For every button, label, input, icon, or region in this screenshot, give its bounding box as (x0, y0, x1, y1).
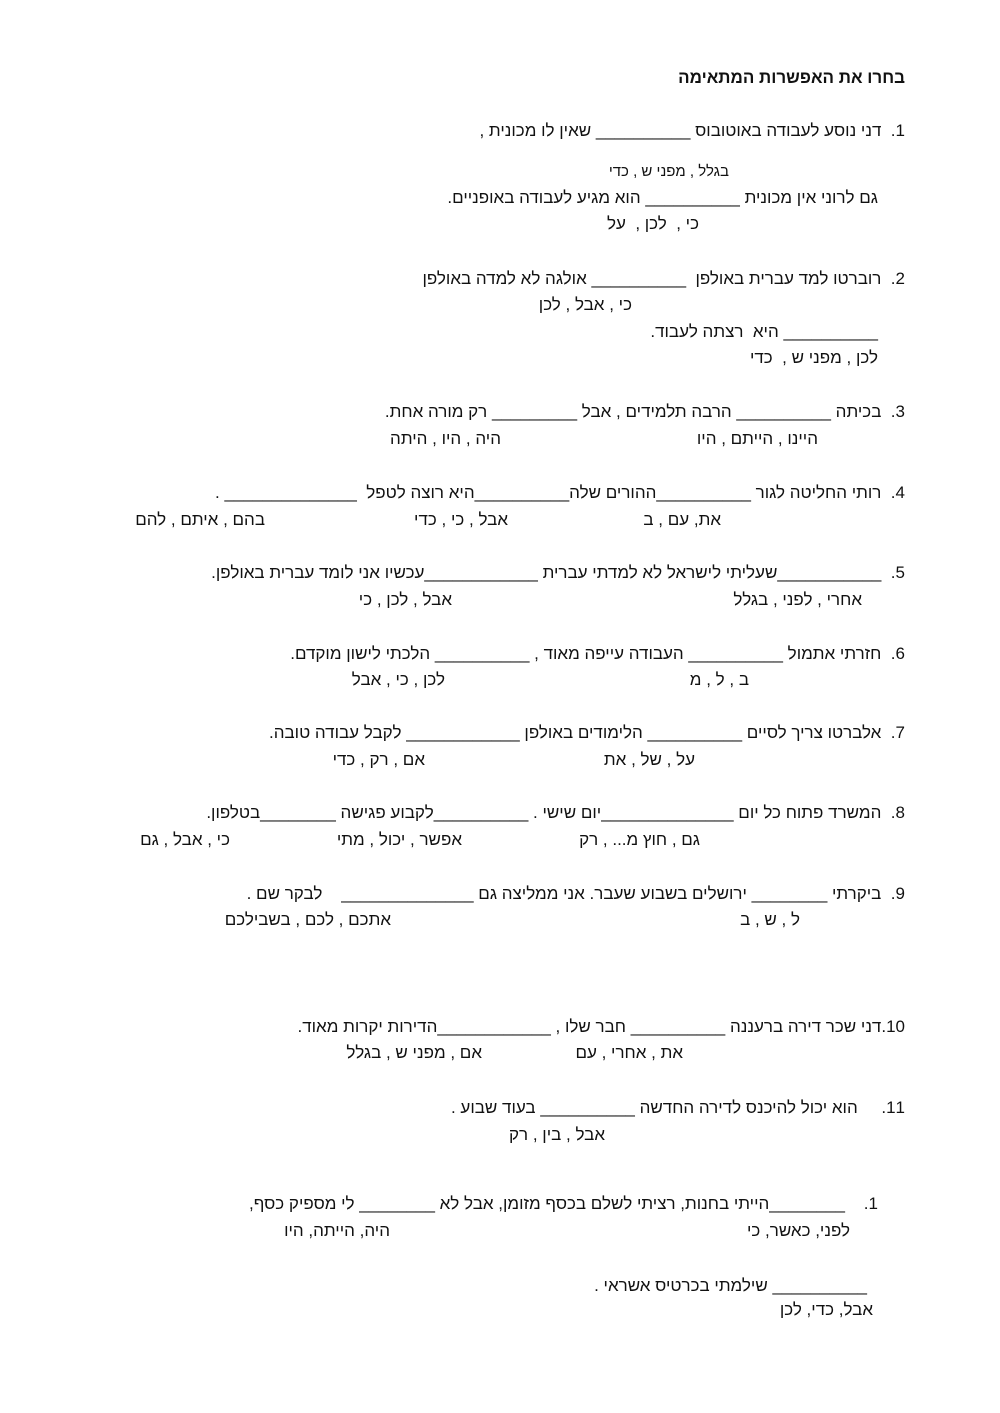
extra-question-line-2: __________ שילמתי בכרטיס אשראי . (594, 1276, 867, 1295)
question-3-line: 3. בכיתה __________ הרבה תלמידים , אבל _________ רק מורה אחת. (384, 402, 905, 421)
question-5-line: 5. ___________שעליתי לישראל לא למדתי עברית ____________עכשיו אני לומד עברית באולפן. (211, 563, 905, 582)
extra-question-options-b: היה, הייתה, היו (284, 1221, 390, 1240)
question-11-options: אבל , בין , רק (509, 1125, 605, 1144)
extra-question-options-2: אבל, כדי, לכן (779, 1300, 873, 1319)
question-5-options-a: אחרי , לפני , בגלל (733, 590, 862, 609)
question-6-options-a: ב , ל , מ (689, 670, 749, 689)
question-8-options-b: אפשר , יכול , מתי (336, 830, 462, 849)
question-7-options-a: על , של , את (603, 750, 695, 769)
question-9-options-a: ל , ש , ב (740, 910, 800, 929)
question-10-line: 10.דני שכר דירה ברעננה __________ חבר שלו , ____________הדירות יקרות מאוד. (297, 1017, 905, 1036)
question-7-line: 7. אלברטו צריך לסיים __________ הלימודים באולפן ____________ לקבל עבודה טובה. (269, 723, 905, 742)
question-3-options-b: היה , היו , היתה (390, 429, 501, 448)
question-1-line-2: גם לרוני אין מכונית __________ הוא מגיע לעבודה באופניים. (447, 188, 878, 207)
question-8-options-a: גם , חוץ מ... , רק (579, 830, 700, 849)
question-9-options-b: אתכם , לכם , בשבילכם (224, 910, 391, 929)
question-9-line: 9. ביקרתי ________ ירושלים בשבוע שעבר. אני ממליצה גם ______________ לבקר שם . (246, 884, 905, 903)
question-7-options-b: אם , רק , כדי (332, 750, 425, 769)
question-5-options-b: אבל , לכן , כי (358, 590, 452, 609)
question-11-line: 11. הוא יכול להיכנס לדירה החדשה __________ בעוד שבוע . (450, 1098, 905, 1117)
question-1-line-1: 1. דני נוסע לעבודה באוטובוס __________ שאין לו מכונית , (479, 121, 905, 140)
question-10-options-b: אם , מפני ש , בגלל (346, 1043, 482, 1062)
question-2-options-1: כי , אבל , לכן (538, 295, 632, 314)
question-6-line: 6. חזרתי אתמול __________ העבודה עייפה מאוד , __________ הלכתי לישון מוקדם. (290, 644, 905, 663)
question-4-options-c: בהם , איתם , להם (135, 510, 265, 529)
question-2-line-2: __________ היא רצתה לעבוד. (650, 322, 878, 341)
question-2-line-1: 2. רוברטו למד עברית באולפן __________ אולגה לא למדה באולפן (422, 269, 905, 288)
question-8-line: 8. המשרד פתוח כל יום ______________יום שישי . __________לקבוע פגישה ________בטלפון. (206, 803, 905, 822)
extra-question-line-1: 1. ________הייתי בחנות, רציתי לשלם בכסף מזומן, אבל לא ________ לי מספיק כסף, (248, 1194, 878, 1213)
question-4-options-a: את, עם , ב (643, 510, 721, 529)
question-2-options-2: לכן , מפני ש , כדי (749, 348, 878, 367)
question-1-options-1: בגלל , מפני ש , כדי (608, 163, 729, 180)
question-10-options-a: את , אחרי , עם (575, 1043, 683, 1062)
extra-question-options-a: לפני, כאשר, כי (746, 1221, 850, 1240)
question-6-options-b: לכן , כי , אבל (351, 670, 445, 689)
question-3-options-a: היינו , הייתם , היו (696, 429, 818, 448)
question-8-options-c: כי , אבל , גם (140, 830, 230, 849)
worksheet-title: בחרו את האפשרות המתאימה (678, 68, 905, 87)
question-4-line: 4. רותי החליטה לגור __________ההורים שלה__________היא רוצה לטפל ______________ . (215, 483, 905, 502)
question-4-options-b: אבל , כי , כדי (414, 510, 508, 529)
question-1-options-2: כי , לכן , על (606, 214, 699, 233)
